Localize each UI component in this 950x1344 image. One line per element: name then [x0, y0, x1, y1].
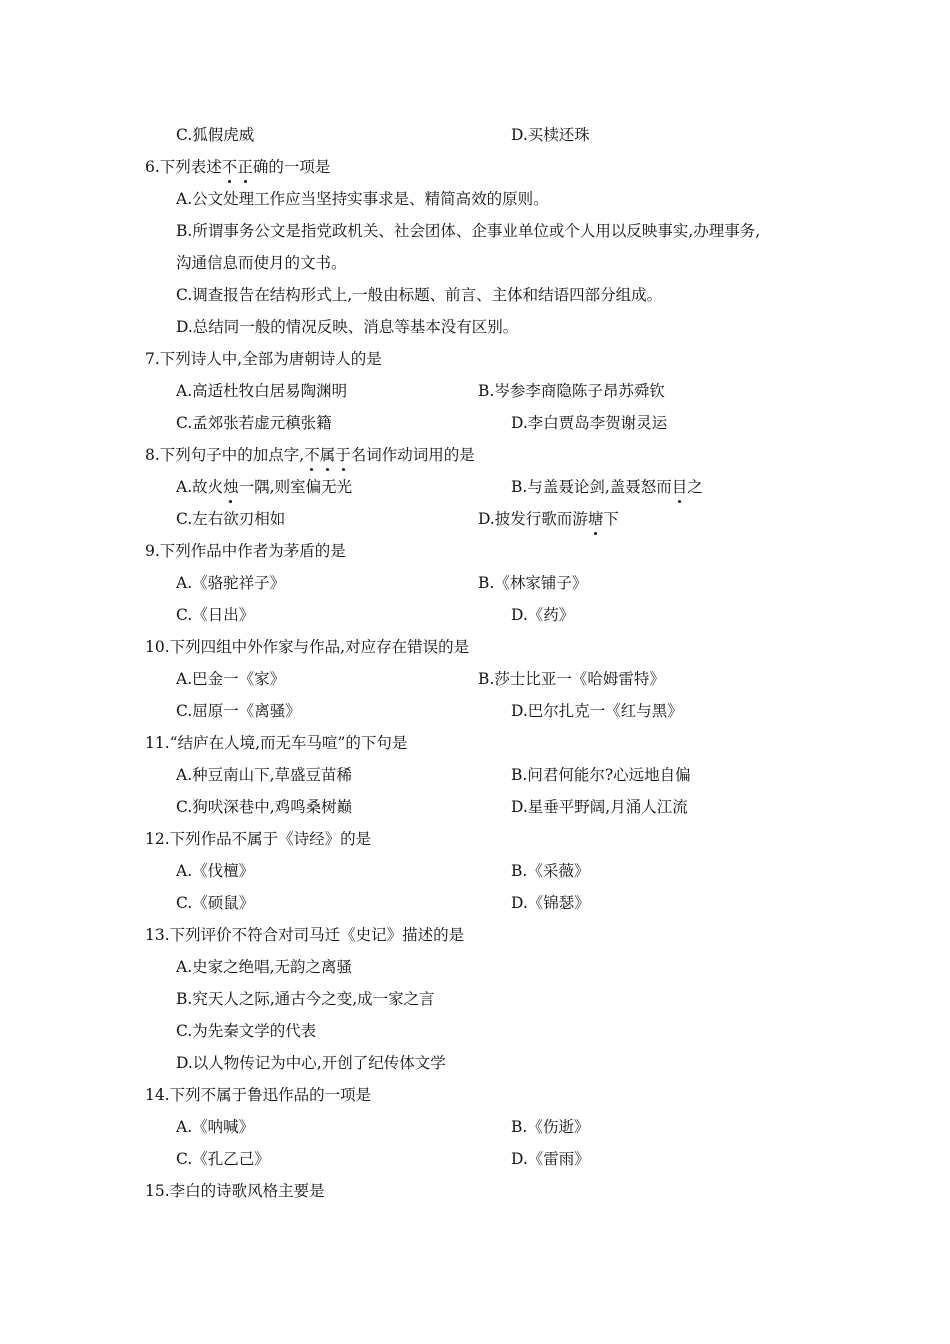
q9-stem: 9.下列作品中作者为茅盾的是: [145, 542, 346, 560]
q9-option-d: D.《药》: [511, 606, 575, 624]
q13-stem: 13.下列评价不符合对司马迁《史记》描述的是: [145, 926, 465, 944]
q6-option-b-continued: 沟通信息而使月的文书。: [176, 254, 347, 272]
q9-option-c: C.《日出》: [176, 606, 255, 624]
q11-option-d: D.星垂平野阔,月涌人江流: [511, 798, 688, 816]
q10-stem: 10.下列四组中外作家与作品,对应存在错误的是: [145, 638, 470, 656]
q8-option-d: D.披发行歌而游塘下: [478, 510, 619, 528]
q12-option-b: B.《采薇》: [511, 862, 590, 880]
emphasis-dot-char: 于: [335, 446, 351, 464]
emphasis-dot-char: 烛: [223, 478, 239, 496]
q6-option-b: B.所谓事务公文是指党政机关、社会团体、企事业单位或个人用以反映事实,办理事务,: [176, 222, 761, 240]
q7-option-a: A.高适杜牧白居易陶渊明: [176, 382, 348, 400]
emphasis-dot-char: 目: [671, 478, 688, 496]
q12-option-a: A.《伐檀》: [176, 862, 255, 880]
q14-stem: 14.下列不属于鲁迅作品的一项是: [145, 1086, 372, 1104]
q12-option-d: D.《锦瑟》: [511, 894, 590, 912]
q13-option-d: D.以人物传记为中心,开创了纪传体文学: [176, 1054, 446, 1072]
q7-option-c: C.孟郊张若虚元稹张籍: [176, 414, 332, 432]
emphasis-dot-char: 不: [221, 158, 238, 176]
q7-stem: 7.下列诗人中,全部为唐朝诗人的是: [145, 350, 382, 368]
q11-option-b: B.问君何能尔?心远地自偏: [511, 766, 691, 784]
q10-option-b: B.莎士比亚一《哈姆雷特》: [478, 670, 665, 688]
q8-stem: 8.下列句子中的加点字,不属于名词作动词用的是: [145, 446, 475, 464]
emphasis-dot-char: 不: [304, 446, 320, 464]
q11-stem: 11.“结庐在人境,而无车马喧”的下句是: [145, 734, 408, 752]
q8-option-c: C.左右欲刃相如: [176, 510, 286, 528]
q5-option-d: D.买椟还珠: [511, 126, 590, 144]
q10-option-d: D.巴尔扎克一《红与黑》: [511, 702, 683, 720]
q9-option-a: A.《骆驼祥子》: [176, 574, 286, 592]
emphasis-dot-char: 塘: [587, 510, 604, 528]
q8-option-a: A.故火烛一隅,则室偏无光: [176, 478, 353, 496]
q14-option-a: A.《呐喊》: [176, 1118, 255, 1136]
q13-option-b: B.究天人之际,通古今之变,成一家之言: [176, 990, 435, 1008]
q12-option-c: C.《硕鼠》: [176, 894, 255, 912]
q6-option-d: D.总结同一般的情况反映、消息等基本没有区别。: [176, 318, 519, 336]
q11-option-c: C.狗吠深巷中,鸡鸣桑树巅: [176, 798, 353, 816]
emphasis-dot-char: 正: [237, 158, 253, 176]
q5-option-c: C.狐假虎威: [176, 126, 255, 144]
q13-option-c: C.为先秦文学的代表: [176, 1022, 317, 1040]
q11-option-a: A.种豆南山下,草盛豆苗稀: [176, 766, 353, 784]
q7-option-b: B.岑参李商隐陈子昂苏舜钦: [478, 382, 665, 400]
emphasis-dot-char: 属: [319, 446, 336, 464]
q14-option-b: B.《伤逝》: [511, 1118, 590, 1136]
q14-option-d: D.《雷雨》: [511, 1150, 590, 1168]
q6-stem: 6.下列表述不正确的一项是: [145, 158, 331, 176]
q14-option-c: C.《孔乙己》: [176, 1150, 270, 1168]
q15-stem: 15.李白的诗歌风格主要是: [145, 1182, 325, 1200]
q6-option-c: C.调查报告在结构形式上,一般由标题、前言、主体和结语四部分组成。: [176, 286, 663, 304]
q6-option-a: A.公文处理工作应当坚持实事求是、精简高效的原则。: [176, 190, 549, 208]
q10-option-c: C.屈原一《离骚》: [176, 702, 301, 720]
q7-option-d: D.李白贾岛李贺谢灵运: [511, 414, 668, 432]
q13-option-a: A.史家之绝唱,无韵之离骚: [176, 958, 353, 976]
q9-option-b: B.《林家铺子》: [478, 574, 588, 592]
q10-option-a: A.巴金一《家》: [176, 670, 286, 688]
q8-option-b: B.与盖聂论剑,盖聂怒而目之: [511, 478, 703, 496]
q12-stem: 12.下列作品不属于《诗经》的是: [145, 830, 372, 848]
